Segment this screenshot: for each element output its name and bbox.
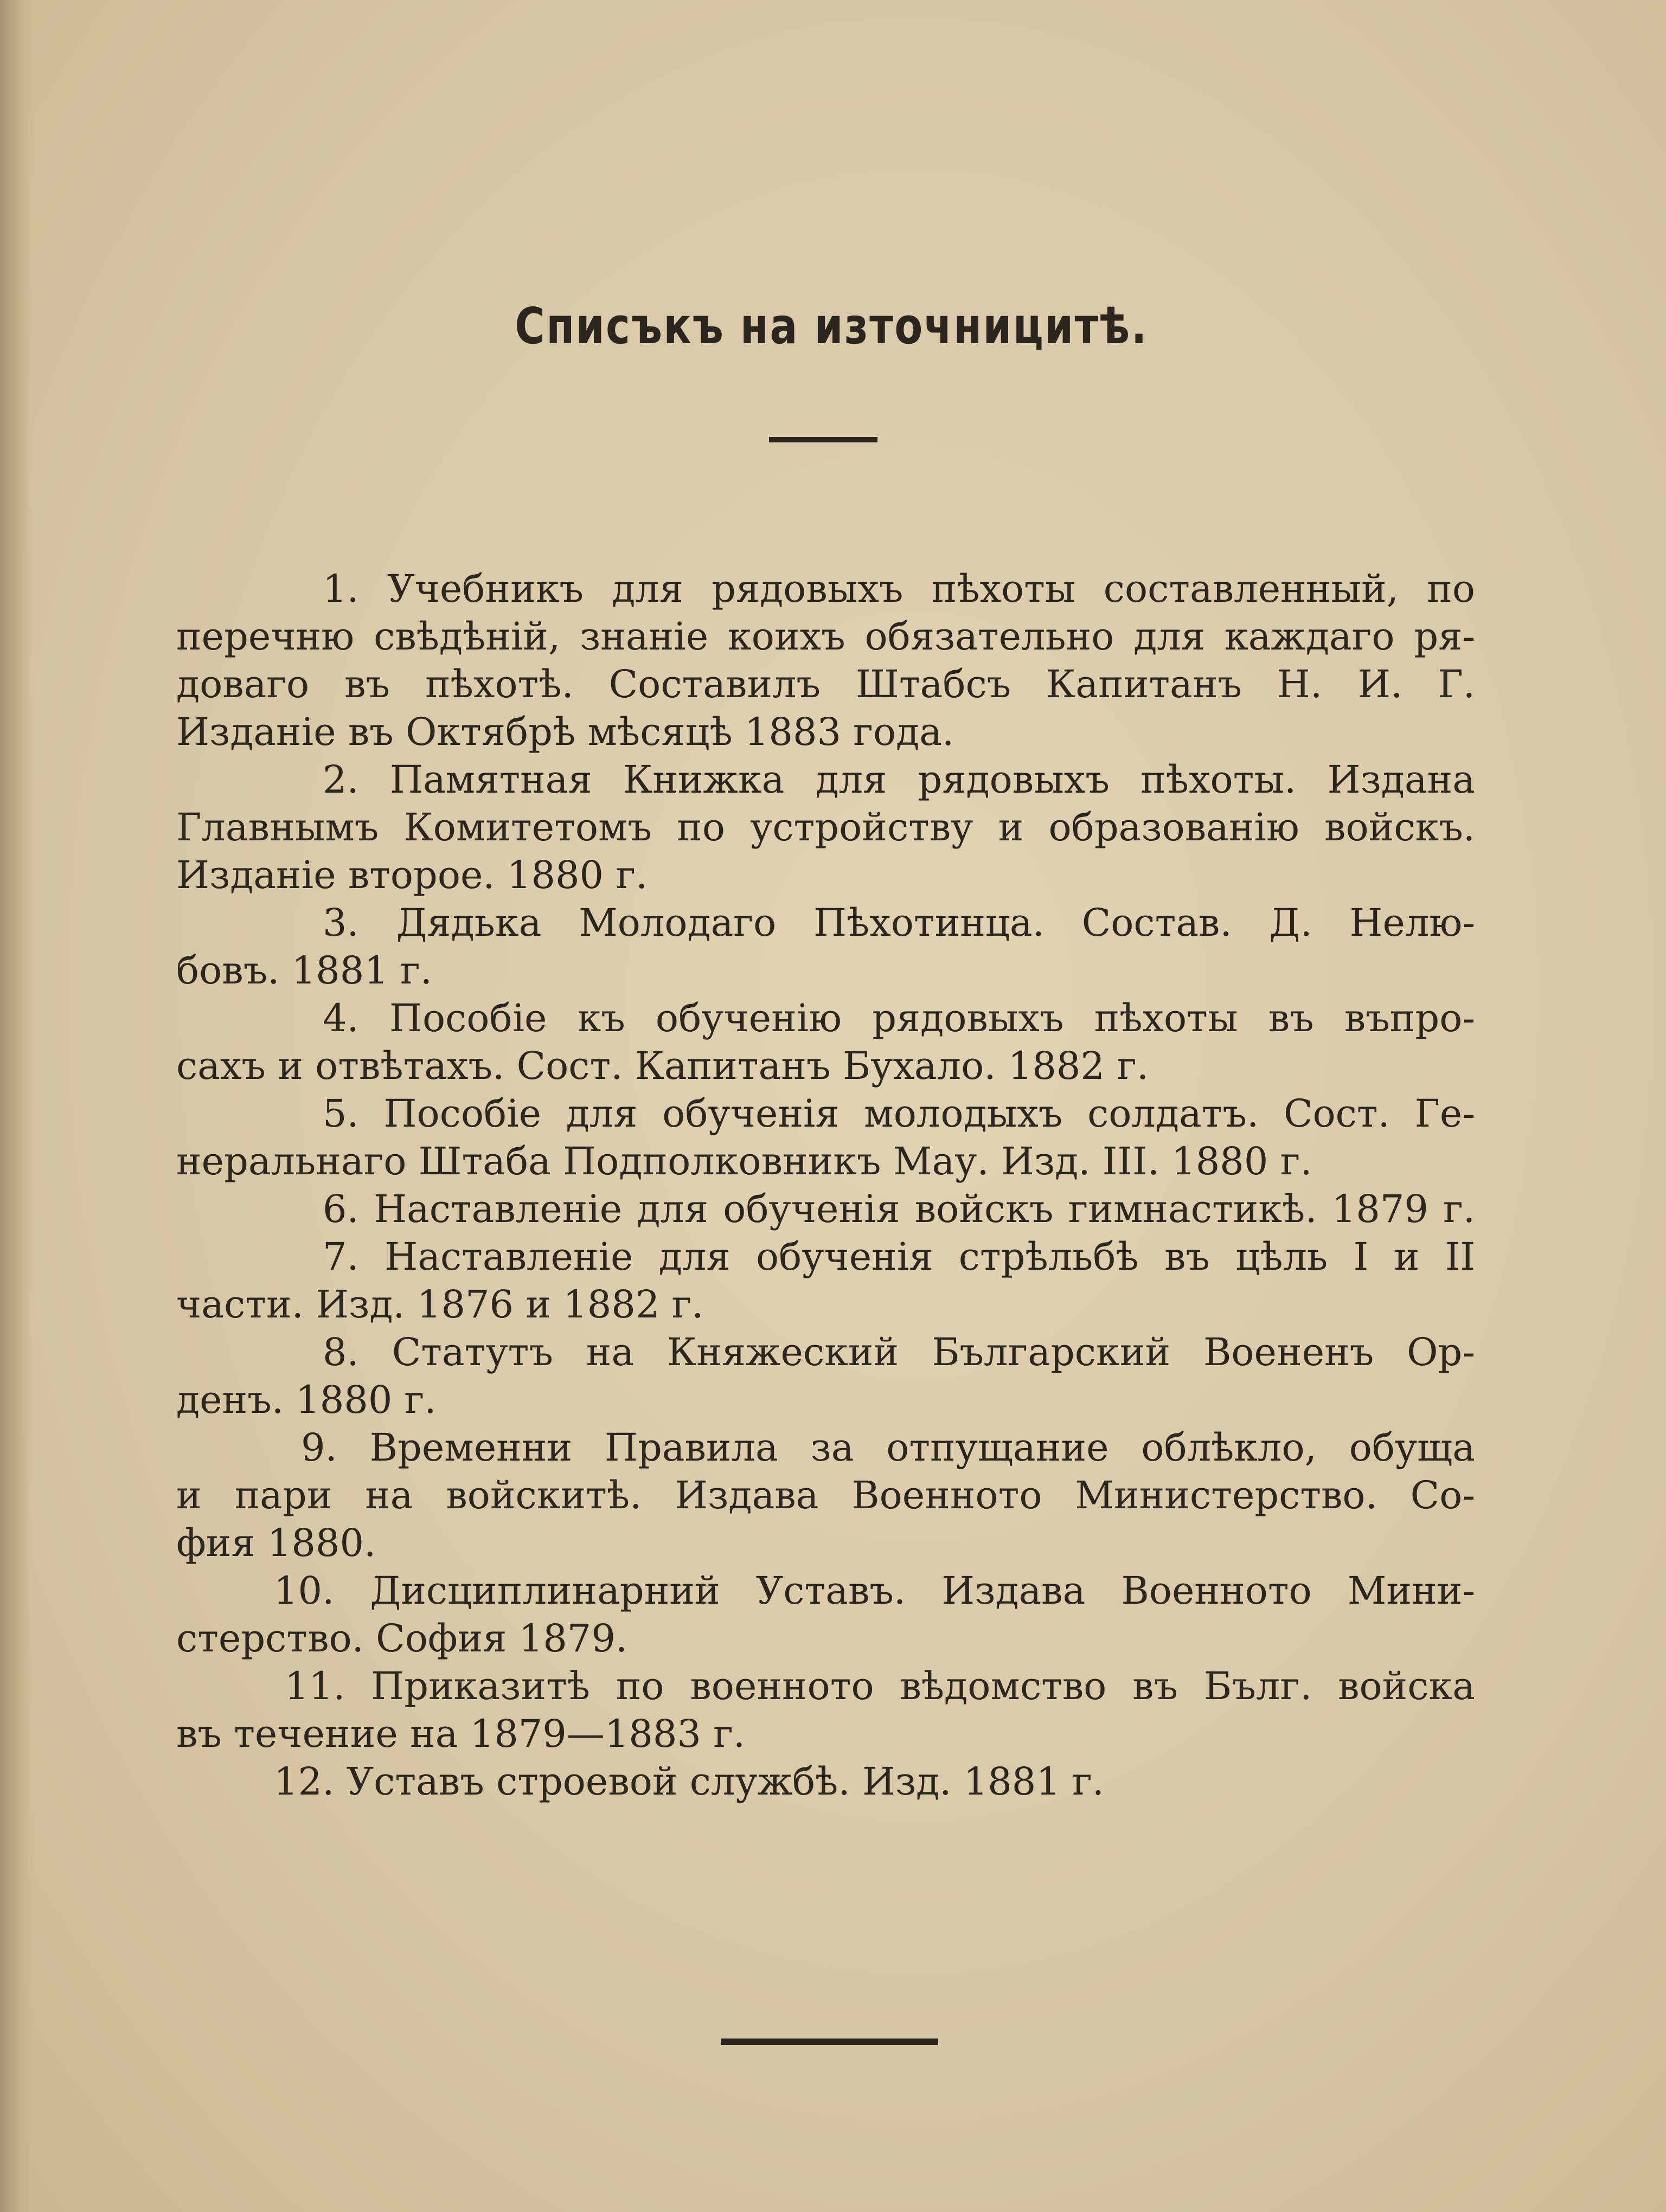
list-item-2: [176, 756, 1475, 899]
entry-line: 2. Памятная Книжка для рядовыхъ пѣхоты. Издана: [323, 757, 1475, 802]
entry-line: 6. Наставленіе для обученія войскъ гимнастикѣ. 1879 г.: [323, 1187, 1475, 1231]
entry-line: доваго въ пѣхотѣ. Составилъ Штабсъ Капитанъ Н. И. Г.: [176, 662, 1475, 706]
list-item-9: [176, 1424, 1475, 1567]
entry-line: фия 1880.: [176, 1521, 376, 1565]
list-item-8: [176, 1328, 1475, 1424]
entry-line: 3. Дядька Молодаго Пѣхотинца. Состав. Д. Нелю-: [323, 901, 1475, 945]
entry-line: 12. Уставъ строевой службѣ. Изд. 1881 г.: [274, 1759, 1105, 1804]
entry-line: въ течение на 1879—1883 г.: [176, 1712, 746, 1756]
list-item-5: [176, 1090, 1475, 1185]
list-item-4: [176, 994, 1475, 1090]
list-item-12: [176, 1758, 1475, 1805]
entry-line: 11. Приказитѣ по военното вѣдомство въ Бълг. войска: [285, 1664, 1475, 1708]
entry-line: 9. Временни Правила за отпущание облѣкло, обуща: [301, 1425, 1475, 1470]
page-title: Списъкъ на източницитѣ.: [515, 297, 1148, 355]
list-item-11: [176, 1662, 1475, 1758]
source-list: [176, 565, 1475, 1805]
entry-line: Изданіе въ Октябрѣ мѣсяцѣ 1883 года.: [176, 710, 954, 754]
entry-line: части. Изд. 1876 и 1882 г.: [176, 1282, 704, 1327]
list-item-3: [176, 899, 1475, 994]
entry-line: 1. Учебникъ для рядовыхъ пѣхоты составленный, по: [323, 567, 1475, 611]
list-item-7: [176, 1233, 1475, 1328]
entry-line: бовъ. 1881 г.: [176, 948, 433, 993]
closing-rule: [721, 2039, 938, 2045]
list-item-6: [176, 1185, 1475, 1233]
entry-line: 8. Статутъ на Княжеский Българский Воененъ Ор-: [323, 1330, 1475, 1374]
list-item-10: [176, 1567, 1475, 1662]
entry-line: Главнымъ Комитетомъ по устройству и образованію войскъ.: [176, 805, 1475, 850]
entry-line: сахъ и отвѣтахъ. Сост. Капитанъ Бухало. 1882 г.: [176, 1044, 1149, 1088]
entry-line: Изданіе второе. 1880 г.: [176, 853, 648, 897]
entry-line: денъ. 1880 г.: [176, 1378, 437, 1422]
entry-line: 5. Пособіе для обученія молодыхъ солдатъ. Сост. Ге-: [323, 1091, 1475, 1136]
entry-line: 10. Дисциплинарний Уставъ. Издава Военното Мини-: [274, 1568, 1475, 1613]
entry-line: и пари на войскитѣ. Издава Военното Министерство. Со-: [176, 1473, 1475, 1517]
entry-line: стерство. София 1879.: [176, 1616, 628, 1661]
title-rule: [769, 437, 877, 442]
entry-line: 7. Наставленіе для обученія стрѣльбѣ въ цѣль I и II: [323, 1234, 1475, 1279]
entry-line: 4. Пособіе къ обученію рядовыхъ пѣхоты въ въпро-: [323, 996, 1475, 1040]
entry-line: неральнаго Штаба Подполковникъ Мау. Изд. III. 1880 г.: [176, 1139, 1312, 1184]
list-item-1: [176, 565, 1475, 756]
entry-line: перечню свѣдѣній, знаніе коихъ обязательно для каждаго ря-: [176, 614, 1475, 659]
